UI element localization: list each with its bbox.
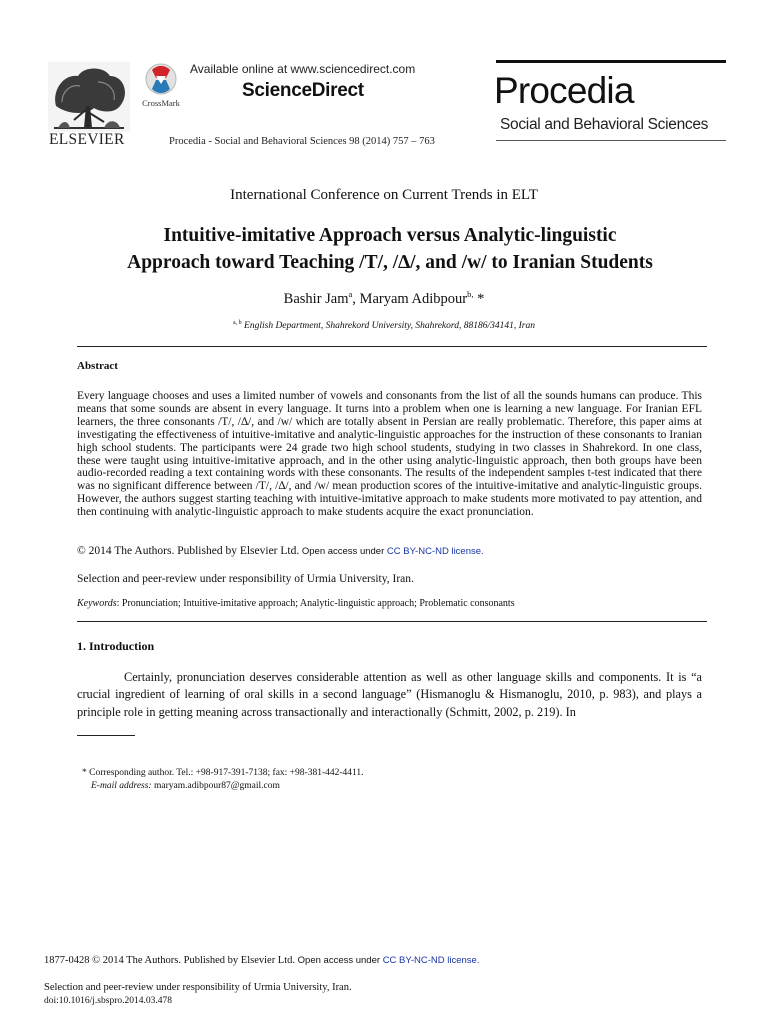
affiliation (0, 320, 768, 331)
footer-doi[interactable]: doi:10.1016/j.sbspro.2014.03.478 (44, 996, 172, 1006)
author-2-affiliation: b, (467, 289, 474, 299)
email-label: E-mail address: (91, 781, 152, 791)
keywords (77, 598, 515, 609)
procedia-bottom-rule (496, 140, 726, 141)
footer-peer-review: Selection and peer-review under responsibility of Urmia University, Iran. (44, 982, 352, 993)
abstract-heading: Abstract (77, 360, 118, 372)
open-access-text: Open access under (299, 546, 387, 557)
affiliation-marks: a, b (233, 320, 242, 326)
footer-license-link[interactable]: CC BY-NC-ND license. (382, 955, 480, 966)
publisher-name: ELSEVIER (49, 131, 125, 148)
article-title (60, 222, 720, 276)
sciencedirect-logo: ScienceDirect (242, 80, 364, 101)
footnote-rule (77, 735, 135, 736)
procedia-top-rule (496, 60, 726, 63)
license-link[interactable]: CC BY-NC-ND license. (386, 546, 484, 557)
abstract-bottom-rule (77, 621, 707, 622)
footer-open-access: Open access under (295, 955, 383, 966)
article-title-line-2: Approach toward Teaching /T/, /∆/, and /w/ to Iranian Students (127, 252, 653, 273)
crossmark-label: CrossMark (142, 98, 180, 108)
section-heading-introduction: 1. Introduction (77, 639, 155, 653)
corresponding-author-mark: * (473, 290, 485, 307)
copyright-text: © 2014 The Authors. Published by Elsevier Ltd. (77, 545, 300, 557)
journal-reference: Procedia - Social and Behavioral Sciences 98 (2014) 757 – 763 (169, 136, 435, 147)
available-online-text: Available online at www.sciencedirect.com (190, 62, 416, 76)
keywords-label: Keywords (77, 598, 117, 609)
author-list (0, 289, 768, 308)
author-2: , Maryam Adibpour (352, 290, 468, 307)
corresponding-author-note: * Corresponding author. Tel.: +98-917-391-7138; fax: +98-381-442-4411. (82, 768, 364, 778)
footer-issn-text: 1877-0428 © 2014 The Authors. Published by Elsevier Ltd. (44, 955, 296, 966)
conference-name: International Conference on Current Trends in ELT (230, 187, 538, 203)
abstract-top-rule (77, 346, 707, 347)
author-1-affiliation: a (348, 289, 353, 299)
keywords-list: : Pronunciation; Intuitive-imitative approach; Analytic-linguistic approach; Problematic consonants (116, 598, 515, 609)
author-1: Bashir Jam (283, 290, 349, 307)
email-note (91, 781, 280, 791)
affiliation-text: English Department, Shahrekord University, Shahrekord, 88186/34141, Iran (241, 321, 535, 332)
abstract-peer-review: Selection and peer-review under responsibility of Urmia University, Iran. (77, 573, 414, 585)
introduction-text: Certainly, pronunciation deserves considerable attention as well as other language skills and components. It is “a crucial ingredient of learning of oral skills in a second language” (Hismanoglu & Hismanoglu, 2010, p. 983), and plays a principle role in getting meaning across transactionally and interactionally (Schmitt, 2002, p. 219). In (77, 670, 702, 719)
journal-subtitle: Social and Behavioral Sciences (500, 116, 709, 133)
article-title-line-1: Intuitive-imitative Approach versus Analytic-linguistic (163, 225, 617, 246)
abstract-text: Every language chooses and uses a limited number of vowels and consonants from the list of all the sounds humans can produce. This means that some sounds are absent in every language. It turns into a problem when one is learning a new language. For Iranian EFL learners, the three consonants /T/, /∆/, and /w/ which are totally absent in Persian are really problematic. Therefore, this paper aims at investigating the effectiveness of intuitive-imitative and analytic-linguistic approaches for the instruction of these consonants to Iranian high school students. The participants were 24 grade two high school students, studying in two classes in Shahrekord. In one class, these were taught using intuitive-imitative approach, and in the other using analytic-linguistic approach, then both groups have been audio-recorded reading a text containing words with these consonants. The results of the independent samples t-test indicated that there was no significant difference between /T/, /∆/, and /w/ mean production scores of the intuitive-imitative and analytic-linguistic groups. However, the authors suggest starting teaching with intuitive-imitative approach to make students more motivated to pay attention, and then continuing with analytic-linguistic approach to make students acquire the exact pronunciation. (77, 390, 702, 519)
email-address[interactable]: maryam.adibpour87@gmail.com (151, 781, 280, 791)
abstract-copyright (77, 545, 484, 557)
journal-title: Procedia (494, 70, 634, 111)
footer-issn (44, 955, 479, 966)
